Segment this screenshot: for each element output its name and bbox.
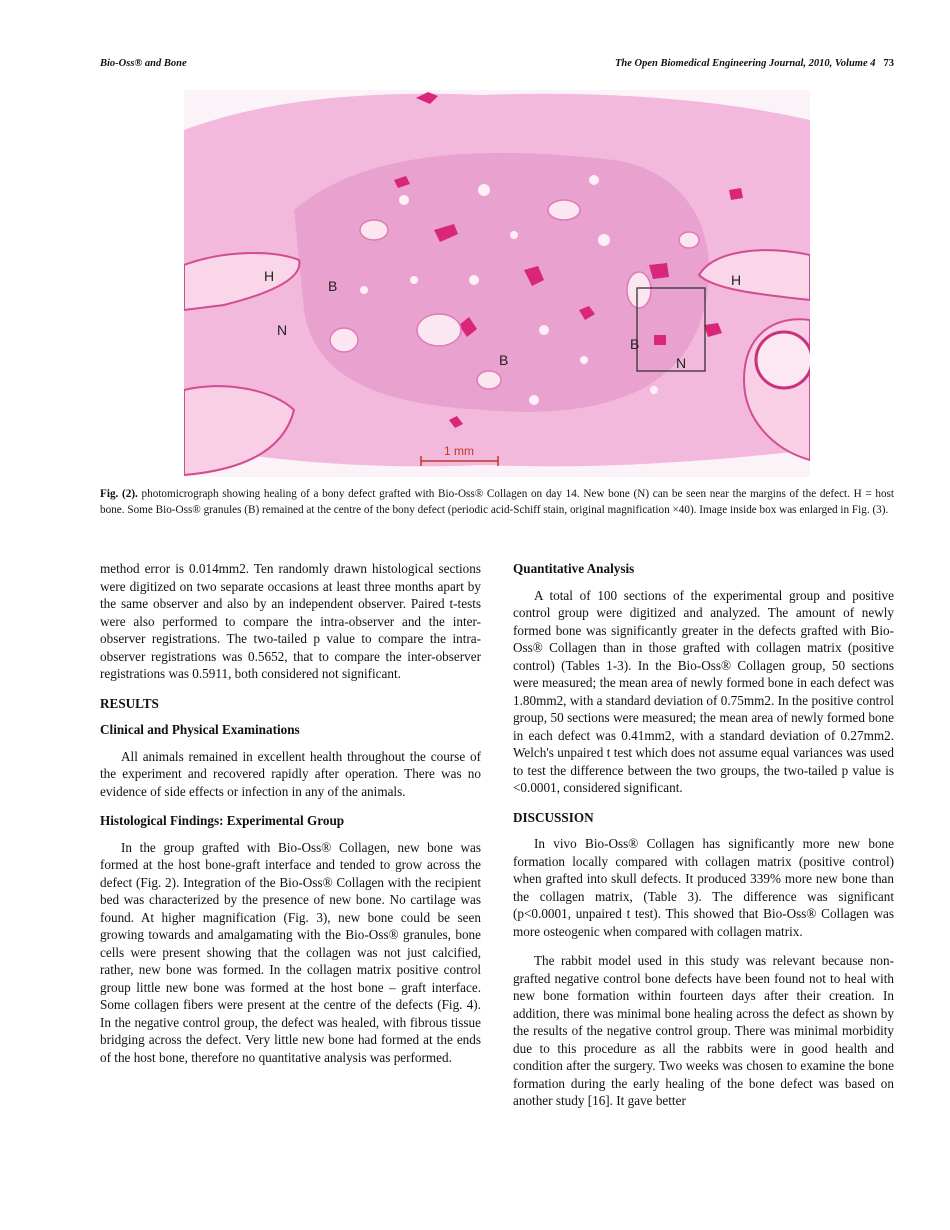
- running-header: [100, 58, 894, 74]
- header-journal-name: The Open Biomedical Engineering Journal, 2010, Volume 4: [615, 58, 876, 69]
- paragraph-discussion-2: The rabbit model used in this study was relevant because non-grafted negative control bone defects have been found not to heal with new bone formation within fourteen days after their creation. In addition, there was minimal bone healing across the defect as shown by the results of the negative control group. There was minimal morbidity due to this procedure as all the rabbits were in good health and condition after the surgery. Two weeks was chosen to examine the bone formation during the early healing of the bone defect was based on another study [16]. It gave better: [513, 953, 894, 1108]
- label-granule-3: B: [630, 336, 640, 352]
- right-column: [513, 560, 894, 1110]
- heading-quantitative: Quantitative Analysis: [513, 561, 635, 576]
- caption-text: photomicrograph showing healing of a bony defect grafted with Bio-Oss® Collagen on day 14. New bone (N) can be seen near the margins of the defect. H = host bone. Some Bio-Oss® granules (B) remained at the centre of the bony defect (periodic acid-Schiff stain, original magnification ×40). Image inside box was enlarged in Fig. (3).: [100, 488, 895, 516]
- heading-histological: Histological Findings: Experimental Group: [100, 813, 345, 828]
- label-new-bone-left: N: [277, 322, 288, 338]
- heading-discussion: DISCUSSION: [513, 809, 594, 825]
- label-host-bone-right: H: [731, 272, 742, 288]
- left-column: [100, 560, 481, 1066]
- header-short-title: Bio-Oss® and Bone: [100, 58, 187, 69]
- header-journal: [615, 58, 894, 69]
- scale-bar-label: 1 mm: [444, 444, 474, 458]
- micrograph-image: [184, 90, 810, 477]
- figure-caption: [100, 486, 894, 518]
- paragraph-method-error: method error is 0.014mm2. Ten randomly drawn histological sections were digitized on two separate occasions at least three months apart by the same observer and also by an independent observer. Paired t-tests were also performed to compare the intra-observer and the inter-observer registrations. The two-tailed p value to compare the intra-observer registrations was 0.5652, that to compare the inter-observer registrations was 0.5911, both considered not significant.: [100, 561, 481, 681]
- label-new-bone-right: N: [676, 355, 687, 371]
- label-host-bone-left: H: [264, 268, 275, 284]
- paragraph-clinical: All animals remained in excellent health throughout the course of the experiment and recovered rapidly after operation. There was no evidence of side effects or infection in any of the animals.: [100, 748, 481, 799]
- heading-clinical: Clinical and Physical Examinations: [100, 722, 300, 737]
- page-number: 73: [883, 58, 894, 69]
- heading-results: RESULTS: [100, 695, 159, 711]
- paragraph-histological: In the group grafted with Bio-Oss® Collagen, new bone was formed at the host bone-graft interface and tended to grow across the defect (Fig. 2). Integration of the Bio-Oss® Collagen with the recipient bed was characterized by the presence of new bone. No cartilage was found. At higher magnification (Fig. 3), new bone could be seen growing towards and amalgamating with the Bio-Oss® granules, bone cells were present showing that the collagen was not just calcified, rather, new bone was formed. In the collagen matrix positive control group little new bone was formed at the host bone – graft interface. Some collagen fibers were present at the centre of the defects (Fig. 4). In the negative control group, the defect was healed, with fibrous tissue bridging across the defect. Very little new bone had formed at the ends of the host bone, therefore no quantitative analysis was performed.: [100, 839, 481, 1065]
- label-granule-1: B: [328, 278, 338, 294]
- micrograph-figure: [184, 90, 810, 477]
- caption-label: Fig. (2).: [100, 488, 138, 500]
- paragraph-discussion-1: In vivo Bio-Oss® Collagen has significantly more new bone formation locally compared with collagen matrix (positive control) when grafted into skull defects. It produced 339% more new bone than the collagen matrix, (Table 3). The difference was significant (p<0.0001, unpaired t test). This showed that Bio-Oss® Collagen was more osteogenic when compared with collagen matrix.: [513, 836, 894, 939]
- label-granule-2: B: [499, 352, 509, 368]
- paragraph-quantitative: A total of 100 sections of the experimental group and positive control group were digitized and analyzed. The amount of newly formed bone was significantly greater in the defects grafted with Bio-Oss® Collagen than in those grafted with collagen matrix (positive control) (Tables 1-3). In the Bio-Oss® Collagen group, 50 sections were measured; the mean area of newly formed bone in each defect was 1.80mm2, with a standard deviation of 0.75mm2. In the positive control group, 50 sections were measured; the mean area of newly formed bone in each defect was 0.41mm2, with a standard deviation of 0.27mm2. Welch's unpaired t test which does not assume equal variances was used to test the difference between the two groups, the two-tailed p value is <0.0001, considered significant.: [513, 587, 894, 795]
